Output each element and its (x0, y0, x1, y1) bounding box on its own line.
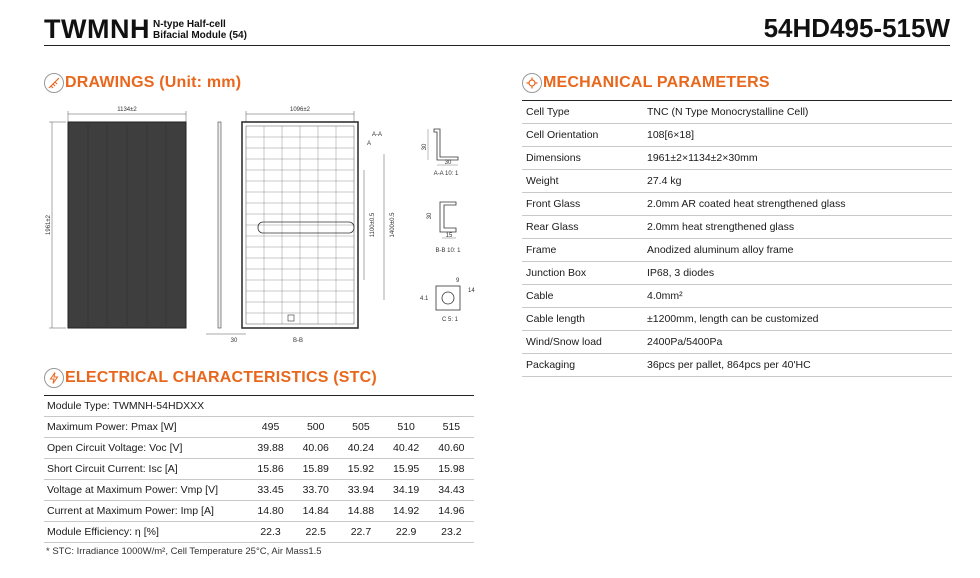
electrical-value: 39.88 (248, 438, 293, 459)
mechanical-value: TNC (N Type Monocrystalline Cell) (645, 101, 952, 124)
aa-height-label: 30 (422, 143, 428, 151)
electrical-value: 510 (384, 417, 429, 438)
section-aa-marker: A-A (372, 132, 383, 138)
back-view-drawing (206, 107, 396, 344)
mechanical-row (522, 216, 952, 239)
electrical-value: 14.96 (429, 501, 474, 522)
mechanical-value: IP68, 3 diodes (645, 262, 952, 285)
mechanical-row (522, 124, 952, 147)
back-width-label: 1096±2 (290, 107, 310, 113)
mechanical-row (522, 262, 952, 285)
section-bb-marker: B-B (292, 338, 304, 344)
electrical-value: 515 (429, 417, 474, 438)
electrical-value: 14.92 (384, 501, 429, 522)
mechanical-row (522, 308, 952, 331)
page-header (44, 10, 950, 46)
mechanical-value: ±1200mm, length can be customized (645, 308, 952, 331)
mechanical-key: Wind/Snow load (522, 331, 645, 354)
mounting-1100-label: 1100±0.5 (370, 212, 376, 238)
mechanical-value: 108[6×18] (645, 124, 952, 147)
bb-height-label: 30 (427, 212, 433, 220)
electrical-value: 33.70 (293, 480, 338, 501)
mechanical-row (522, 354, 952, 377)
subtitle-line-1: N-type Half-cell (153, 19, 226, 30)
electrical-row (44, 417, 474, 438)
mechanical-row (522, 193, 952, 216)
subtitle-line-2: Bifacial Module (54) (153, 30, 247, 41)
mechanical-key: Cell Orientation (522, 124, 645, 147)
electrical-row (44, 459, 474, 480)
mechanical-title: MECHANICAL PARAMETERS (543, 74, 770, 91)
electrical-value: 15.92 (338, 459, 383, 480)
electrical-value: 14.80 (248, 501, 293, 522)
electrical-key: Module Efficiency: η [%] (44, 522, 248, 543)
section-aa-detail (422, 129, 459, 177)
mechanical-row (522, 170, 952, 193)
marker-a: A (367, 141, 372, 147)
model-range: 54HD495-515W (763, 13, 950, 43)
electrical-row (44, 438, 474, 459)
mechanical-value: Anodized aluminum alloy frame (645, 239, 952, 262)
brand-title: TWMNH (44, 14, 150, 44)
mechanical-row (522, 147, 952, 170)
mechanical-key: Cable (522, 285, 645, 308)
mechanical-key: Dimensions (522, 147, 645, 170)
electrical-value: 14.84 (293, 501, 338, 522)
mechanical-row (522, 239, 952, 262)
electrical-value: 14.88 (338, 501, 383, 522)
mechanical-value: 1961±2×1134±2×30mm (645, 147, 952, 170)
mechanical-value: 2.0mm AR coated heat strengthened glass (645, 193, 952, 216)
electrical-title: ELECTRICAL CHARACTERISTICS (STC) (65, 369, 377, 386)
mechanical-key: Packaging (522, 354, 645, 377)
drawings-heading (44, 73, 241, 93)
electrical-key: Maximum Power: Pmax [W] (44, 417, 248, 438)
mechanical-key: Cable length (522, 308, 645, 331)
mechanical-heading (522, 73, 770, 93)
section-bb-detail (427, 202, 461, 254)
mechanical-value: 2.0mm heat strengthened glass (645, 216, 952, 239)
module-type: Module Type: TWMNH-54HDXXX (44, 396, 474, 417)
module-drawings (44, 102, 474, 354)
mechanical-value: 4.0mm² (645, 285, 952, 308)
c-4-1-label: 4.1 (420, 296, 429, 302)
electrical-heading (44, 368, 377, 388)
electrical-value: 40.06 (293, 438, 338, 459)
electrical-value: 495 (248, 417, 293, 438)
electrical-key: Short Circuit Current: Isc [A] (44, 459, 248, 480)
mechanical-key: Weight (522, 170, 645, 193)
mechanical-value: 27.4 kg (645, 170, 952, 193)
electrical-key: Current at Maximum Power: Imp [A] (44, 501, 248, 522)
mechanical-value: 36pcs per pallet, 864pcs per 40'HC (645, 354, 952, 377)
mechanical-key: Rear Glass (522, 216, 645, 239)
bb-width-label: 15 (445, 233, 453, 239)
electrical-row (44, 480, 474, 501)
electrical-value: 33.94 (338, 480, 383, 501)
mechanical-table (522, 100, 952, 377)
mechanical-key: Front Glass (522, 193, 645, 216)
electrical-value: 22.7 (338, 522, 383, 543)
electrical-row (44, 522, 474, 543)
mechanical-value: 2400Pa/5400Pa (645, 331, 952, 354)
product-subtitle (153, 19, 247, 41)
mechanical-key: Junction Box (522, 262, 645, 285)
electrical-value: 33.45 (248, 480, 293, 501)
electrical-value: 40.60 (429, 438, 474, 459)
ruler-icon (44, 73, 64, 93)
electrical-value: 15.89 (293, 459, 338, 480)
electrical-value: 15.95 (384, 459, 429, 480)
electrical-value: 505 (338, 417, 383, 438)
frame-30-label: 30 (230, 338, 238, 344)
electrical-table (44, 395, 474, 543)
aa-width-label: 30 (444, 160, 452, 166)
gear-icon (522, 73, 542, 93)
electrical-value: 15.86 (248, 459, 293, 480)
mechanical-row (522, 331, 952, 354)
electrical-value: 500 (293, 417, 338, 438)
mechanical-row (522, 101, 952, 124)
electrical-value: 23.2 (429, 522, 474, 543)
electrical-value: 40.42 (384, 438, 429, 459)
section-c-detail (420, 278, 475, 323)
front-view-drawing (46, 107, 221, 328)
mechanical-key: Frame (522, 239, 645, 262)
front-width-label: 1134±2 (117, 107, 137, 113)
stc-note: * STC: Irradiance 1000W/m², Cell Temperature 25°C, Air Mass1.5 (46, 546, 322, 557)
electrical-value: 22.3 (248, 522, 293, 543)
mechanical-key: Cell Type (522, 101, 645, 124)
electrical-value: 40.24 (338, 438, 383, 459)
lightning-icon (44, 368, 64, 388)
electrical-value: 22.9 (384, 522, 429, 543)
mechanical-row (522, 285, 952, 308)
electrical-value: 15.98 (429, 459, 474, 480)
mounting-1400-label: 1400±0.5 (390, 212, 396, 238)
c-scale-label: C 5: 1 (442, 317, 459, 323)
electrical-key: Voltage at Maximum Power: Vmp [V] (44, 480, 248, 501)
drawings-title: DRAWINGS (Unit: mm) (65, 74, 242, 91)
bb-scale-label: B-B 10: 1 (435, 248, 461, 254)
electrical-value: 34.19 (384, 480, 429, 501)
front-height-label: 1961±2 (46, 215, 52, 235)
electrical-value: 34.43 (429, 480, 474, 501)
electrical-key: Open Circuit Voltage: Voc [V] (44, 438, 248, 459)
electrical-value: 22.5 (293, 522, 338, 543)
electrical-row (44, 501, 474, 522)
c-14-label: 14 (468, 288, 475, 294)
aa-scale-label: A-A 10: 1 (433, 171, 459, 177)
module-type-row (44, 396, 474, 417)
c-9-label: 9 (456, 278, 460, 284)
